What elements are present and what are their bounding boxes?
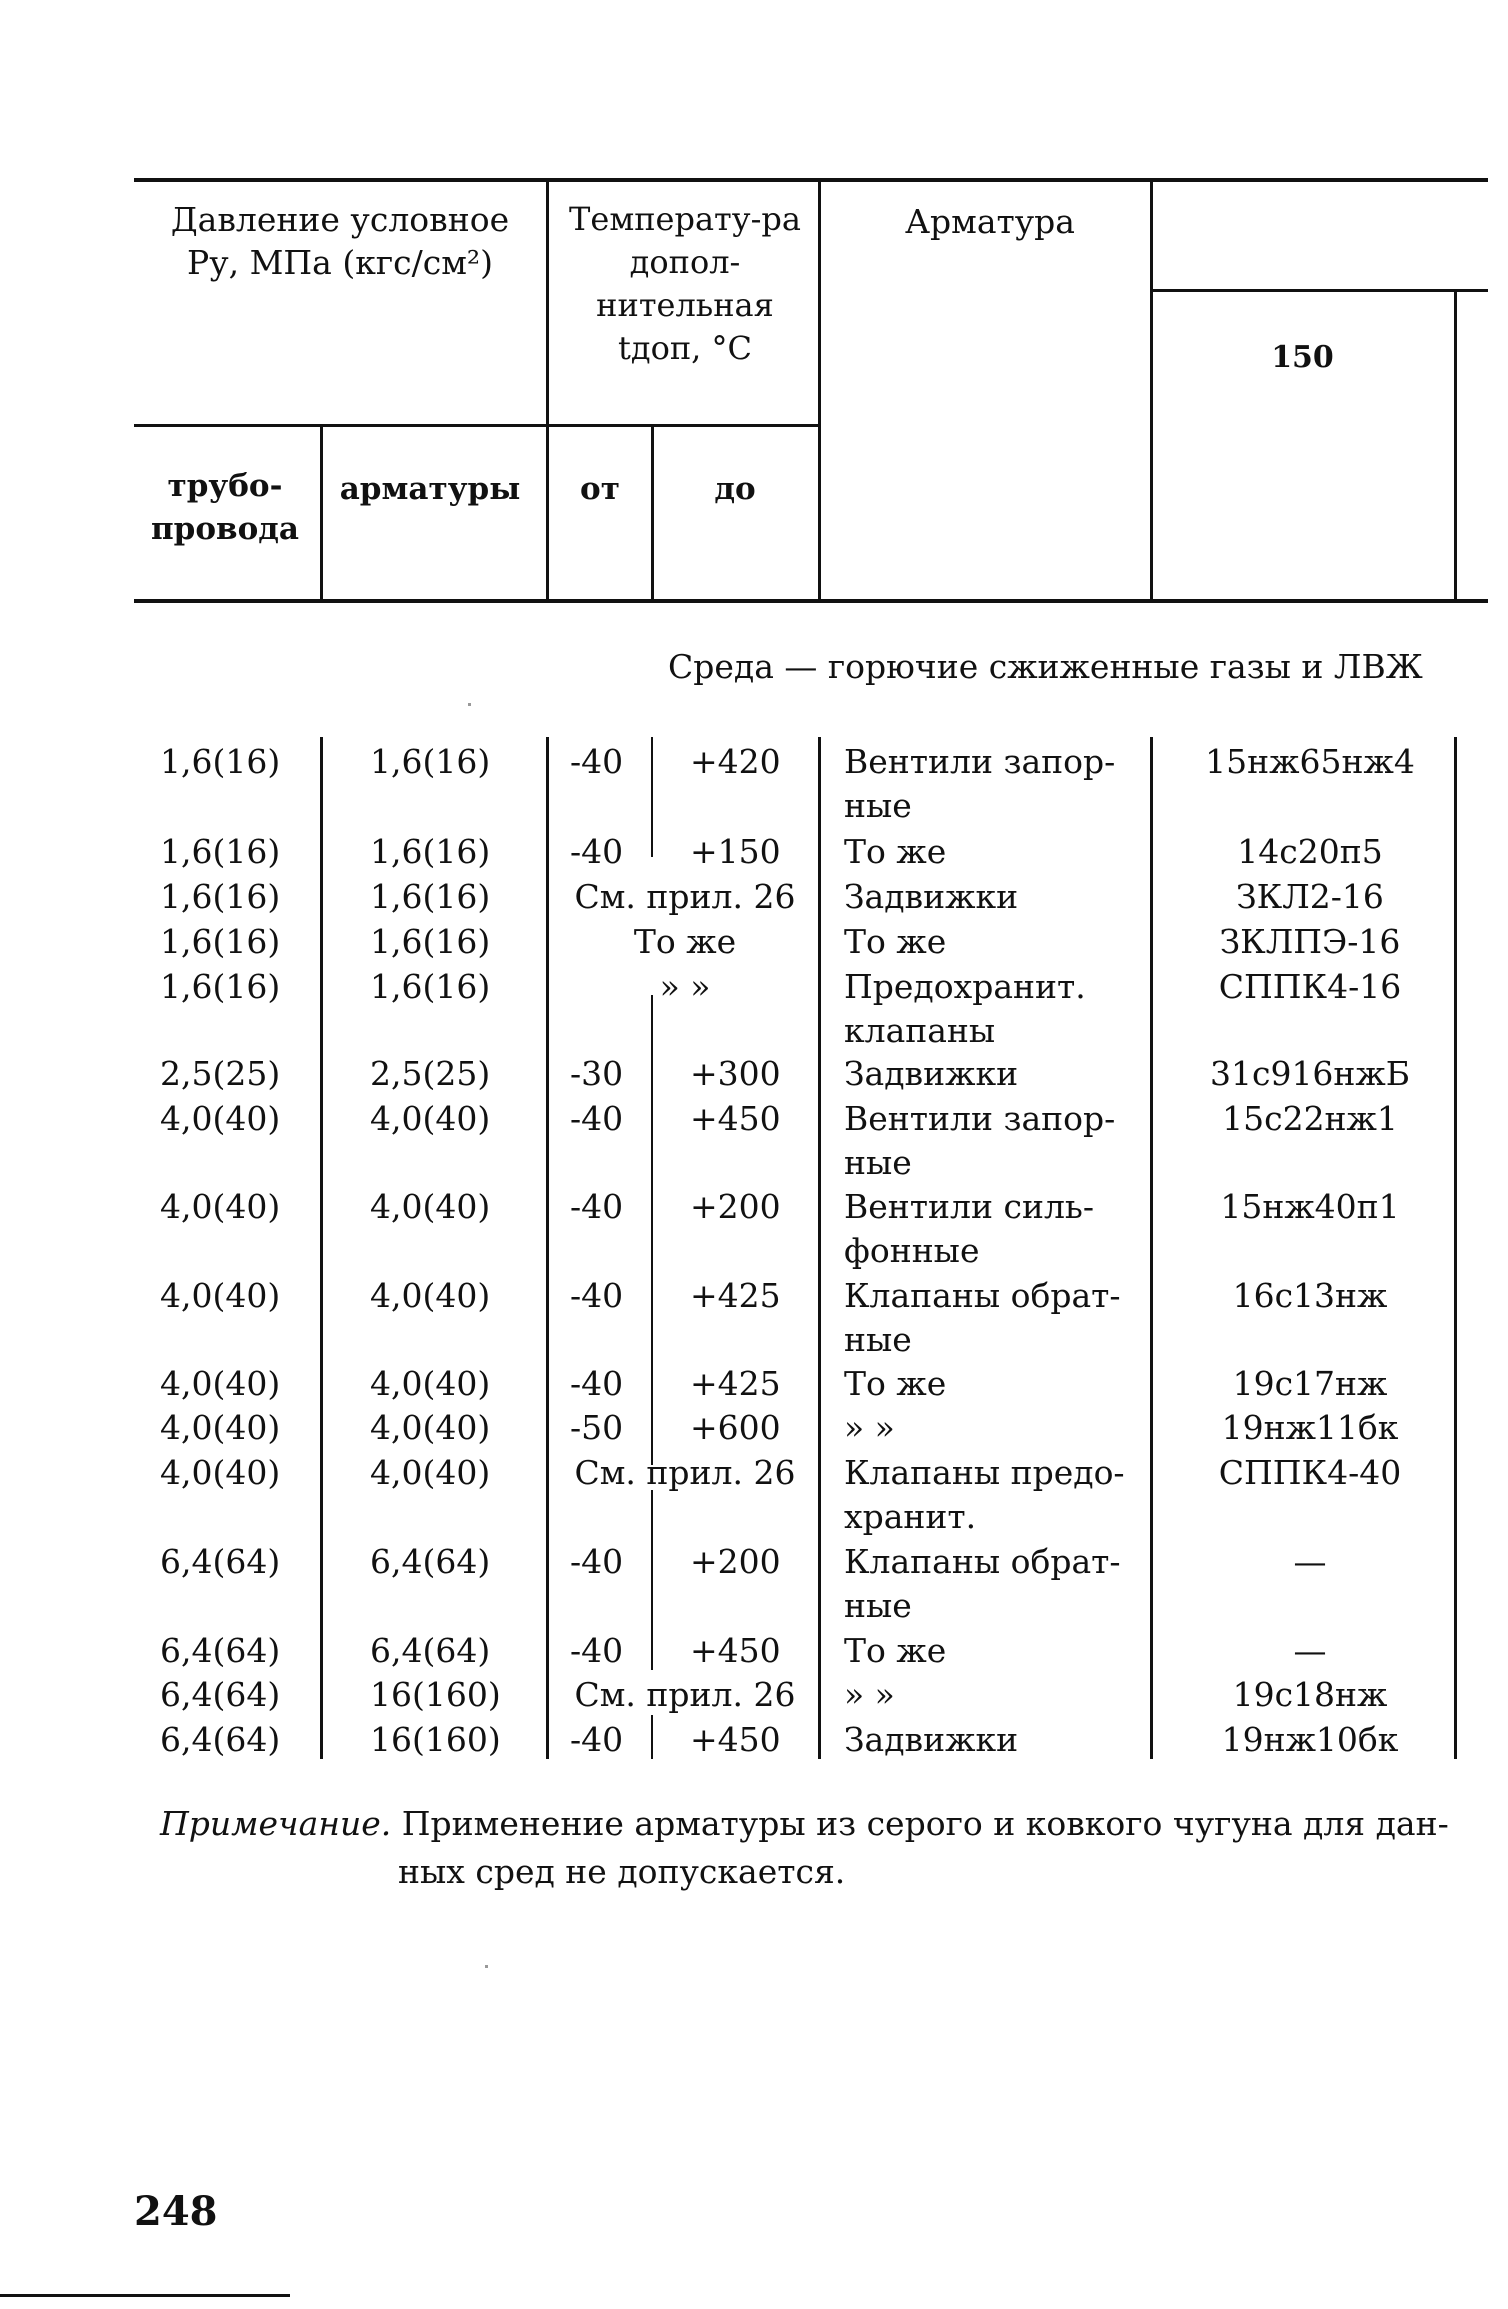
armature-pressure-cell: 16(160) — [370, 1720, 501, 1759]
header-pipeline: трубо-провода — [150, 468, 299, 547]
pipeline-pressure-cell: 1,6(16) — [160, 922, 281, 961]
armature-pressure-cell: 4,0(40) — [370, 1187, 491, 1226]
header-top-rule — [134, 178, 1488, 182]
armature-name-cell — [844, 740, 1144, 828]
armature-pressure-cell: 1,6(16) — [370, 877, 491, 916]
armature-name-line2: фонные — [844, 1231, 980, 1270]
armature-name-line1: » » — [844, 1675, 895, 1714]
temperature-to-cell: +450 — [690, 1720, 781, 1759]
armature-mark-cell: — — [1293, 1631, 1327, 1670]
armature-pressure-cell: 4,0(40) — [370, 1453, 491, 1492]
pipeline-pressure-cell: 4,0(40) — [160, 1364, 281, 1403]
header-pressure — [150, 198, 530, 284]
footer-rule — [0, 2294, 290, 2297]
armature-name-cell — [844, 830, 1144, 874]
armature-pressure-cell: 16(160) — [370, 1675, 501, 1714]
armature-name-cell — [844, 1629, 1144, 1673]
body-divider-2 — [546, 737, 549, 1759]
armature-name-cell — [844, 1097, 1144, 1185]
header-divider-3 — [1150, 178, 1153, 602]
temperature-from-cell: -30 — [570, 1054, 624, 1093]
armature-name-line1: Клапаны обрат- — [844, 1542, 1121, 1581]
header-divider-5 — [320, 424, 323, 602]
armature-name-line1: » » — [844, 1408, 895, 1447]
armature-pressure-cell: 6,4(64) — [370, 1631, 491, 1670]
temperature-from-cell: -40 — [570, 1364, 624, 1403]
temperature-to-cell: +200 — [690, 1187, 781, 1226]
armature-pressure-cell: 1,6(16) — [370, 967, 491, 1006]
armature-pressure-cell: 4,0(40) — [370, 1408, 491, 1447]
temperature-to-cell: +420 — [690, 742, 781, 781]
body-inner-divider-a — [651, 737, 653, 857]
header-armatury: арматуры — [339, 471, 521, 507]
temperature-from-cell: -40 — [570, 1187, 624, 1226]
body-divider-3 — [818, 737, 821, 1759]
armature-name-line2: хранит. — [844, 1497, 977, 1536]
pipeline-pressure-cell: 4,0(40) — [160, 1276, 281, 1315]
header-divider-2 — [818, 178, 821, 602]
armature-mark-cell: ЗКЛПЭ-16 — [1219, 922, 1401, 961]
temperature-to-cell: +450 — [690, 1631, 781, 1670]
header-pressure-text: Давление условное Ру, МПа (кгс/см²) — [170, 200, 510, 282]
armature-mark-cell: 15нж65нж4 — [1205, 742, 1415, 781]
temperature-span-cell: То же — [633, 922, 737, 961]
header-divider-6 — [651, 424, 654, 602]
footnote-label: Примечание. — [160, 1804, 392, 1843]
armature-name-cell — [844, 875, 1144, 919]
temperature-to-cell: +600 — [690, 1408, 781, 1447]
footnote — [160, 1800, 1450, 1896]
pipeline-pressure-cell: 2,5(25) — [160, 1054, 281, 1093]
header-col-150: 150 — [1271, 340, 1334, 375]
header-sub-rule-left — [134, 424, 818, 427]
pipeline-pressure-cell: 1,6(16) — [160, 877, 281, 916]
header-bottom-rule — [134, 599, 1488, 603]
header-to: до — [714, 471, 756, 507]
armature-name-line1: То же — [844, 922, 947, 961]
armature-name-cell — [844, 1451, 1144, 1539]
temperature-from-cell: -40 — [570, 1099, 624, 1138]
temperature-span-cell: » » — [659, 967, 711, 1006]
footnote-text-line2: ных сред не допускается. — [398, 1852, 846, 1891]
armature-pressure-cell: 1,6(16) — [370, 832, 491, 871]
armature-pressure-cell: 1,6(16) — [370, 742, 491, 781]
scan-speck — [485, 1965, 488, 1968]
pipeline-pressure-cell: 4,0(40) — [160, 1187, 281, 1226]
armature-pressure-cell: 4,0(40) — [370, 1099, 491, 1138]
armature-mark-cell: 19нж11бк — [1221, 1408, 1399, 1447]
armature-mark-cell: ЗКЛ2-16 — [1236, 877, 1384, 916]
pipeline-pressure-cell: 1,6(16) — [160, 742, 281, 781]
armature-name-line1: Вентили силь- — [844, 1187, 1095, 1226]
temperature-from-cell: -40 — [570, 742, 624, 781]
armature-mark-cell: 15нж40п1 — [1220, 1187, 1400, 1226]
footnote-text-line1: Применение арматуры из серого и ковкого чугуна для дан- — [401, 1804, 1449, 1843]
temperature-from-cell: -40 — [570, 1631, 624, 1670]
pipeline-pressure-cell: 6,4(64) — [160, 1675, 281, 1714]
body-divider-4 — [1150, 737, 1153, 1759]
armature-name-line1: Вентили запор- — [844, 742, 1116, 781]
armature-name-line2: ные — [844, 786, 912, 825]
pipeline-pressure-cell: 6,4(64) — [160, 1720, 281, 1759]
temperature-from-cell: -40 — [570, 1720, 624, 1759]
armature-mark-cell: СППК4-40 — [1218, 1453, 1402, 1492]
armature-mark-cell: 19с18нж — [1232, 1675, 1388, 1714]
armature-name-cell — [844, 1185, 1144, 1273]
pipeline-pressure-cell: 4,0(40) — [160, 1408, 281, 1447]
armature-name-cell — [844, 965, 1144, 1053]
pipeline-pressure-cell: 1,6(16) — [160, 967, 281, 1006]
header-divider-1 — [546, 178, 549, 602]
armature-mark-cell: 15с22нж1 — [1222, 1099, 1398, 1138]
armature-name-line1: То же — [844, 1631, 947, 1670]
armature-name-cell — [844, 1362, 1144, 1406]
armature-name-cell — [844, 1540, 1144, 1628]
armature-name-line1: Задвижки — [844, 1054, 1019, 1093]
temperature-to-cell: +425 — [690, 1276, 781, 1315]
temperature-from-cell: -50 — [570, 1408, 624, 1447]
header-sub-rule-right — [1150, 289, 1488, 292]
header-armature: Арматура — [905, 202, 1075, 241]
armature-name-line2: ные — [844, 1320, 912, 1359]
temperature-span-cell: См. прил. 26 — [574, 1675, 796, 1714]
armature-mark-cell: 31с916нжБ — [1209, 1054, 1411, 1093]
temperature-span-cell: См. прил. 26 — [574, 1453, 796, 1492]
armature-name-cell — [844, 1052, 1144, 1096]
armature-name-line2: клапаны — [844, 1011, 996, 1050]
scan-speck — [468, 703, 471, 706]
armature-name-line1: То же — [844, 1364, 947, 1403]
pipeline-pressure-cell: 4,0(40) — [160, 1453, 281, 1492]
armature-name-line1: Клапаны обрат- — [844, 1276, 1121, 1315]
armature-name-cell — [844, 1718, 1144, 1762]
armature-pressure-cell: 2,5(25) — [370, 1054, 491, 1093]
armature-mark-cell: 14с20п5 — [1237, 832, 1383, 871]
body-inner-divider-b — [651, 995, 653, 1465]
header-divider-4 — [1454, 289, 1457, 602]
armature-name-line2: ные — [844, 1586, 912, 1625]
temperature-to-cell: +300 — [690, 1054, 781, 1093]
temperature-to-cell: +450 — [690, 1099, 781, 1138]
armature-mark-cell: — — [1293, 1542, 1327, 1581]
pipeline-pressure-cell: 6,4(64) — [160, 1542, 281, 1581]
body-inner-divider-d — [651, 1715, 653, 1759]
temperature-to-cell: +150 — [690, 832, 781, 871]
temperature-from-cell: -40 — [570, 832, 624, 871]
armature-name-cell — [844, 1406, 1144, 1450]
armature-name-line1: Предохранит. — [844, 967, 1086, 1006]
pipeline-pressure-cell: 6,4(64) — [160, 1631, 281, 1670]
armature-name-line1: Клапаны предо- — [844, 1453, 1125, 1492]
armature-name-line1: То же — [844, 832, 947, 871]
armature-name-cell — [844, 1673, 1144, 1717]
temperature-span-cell: См. прил. 26 — [574, 877, 796, 916]
armature-name-cell — [844, 1274, 1144, 1362]
body-inner-divider-c — [651, 1490, 653, 1670]
armature-pressure-cell: 4,0(40) — [370, 1276, 491, 1315]
armature-name-line1: Задвижки — [844, 1720, 1019, 1759]
armature-name-line1: Задвижки — [844, 877, 1019, 916]
armature-name-cell — [844, 920, 1144, 964]
pipeline-pressure-cell: 1,6(16) — [160, 832, 281, 871]
header-temperature-text: Температу-ра допол-нительная tдоп, °С — [569, 200, 801, 367]
armature-name-line2: ные — [844, 1143, 912, 1182]
pipeline-pressure-cell: 4,0(40) — [160, 1099, 281, 1138]
armature-pressure-cell: 6,4(64) — [370, 1542, 491, 1581]
temperature-from-cell: -40 — [570, 1542, 624, 1581]
armature-mark-cell: 19с17нж — [1232, 1364, 1388, 1403]
temperature-from-cell: -40 — [570, 1276, 624, 1315]
armature-name-line1: Вентили запор- — [844, 1099, 1116, 1138]
armature-pressure-cell: 1,6(16) — [370, 922, 491, 961]
section-caption: Среда — горючие сжиженные газы и ЛВЖ — [668, 647, 1423, 686]
header-temperature — [560, 198, 810, 370]
temperature-to-cell: +200 — [690, 1542, 781, 1581]
body-divider-1 — [320, 737, 323, 1759]
temperature-to-cell: +425 — [690, 1364, 781, 1403]
armature-pressure-cell: 4,0(40) — [370, 1364, 491, 1403]
armature-mark-cell: 19нж10бк — [1221, 1720, 1399, 1759]
armature-mark-cell: 16с13нж — [1232, 1276, 1388, 1315]
armature-mark-cell: СППК4-16 — [1218, 967, 1402, 1006]
header-from: от — [580, 471, 620, 507]
page-number: 248 — [134, 2188, 218, 2235]
